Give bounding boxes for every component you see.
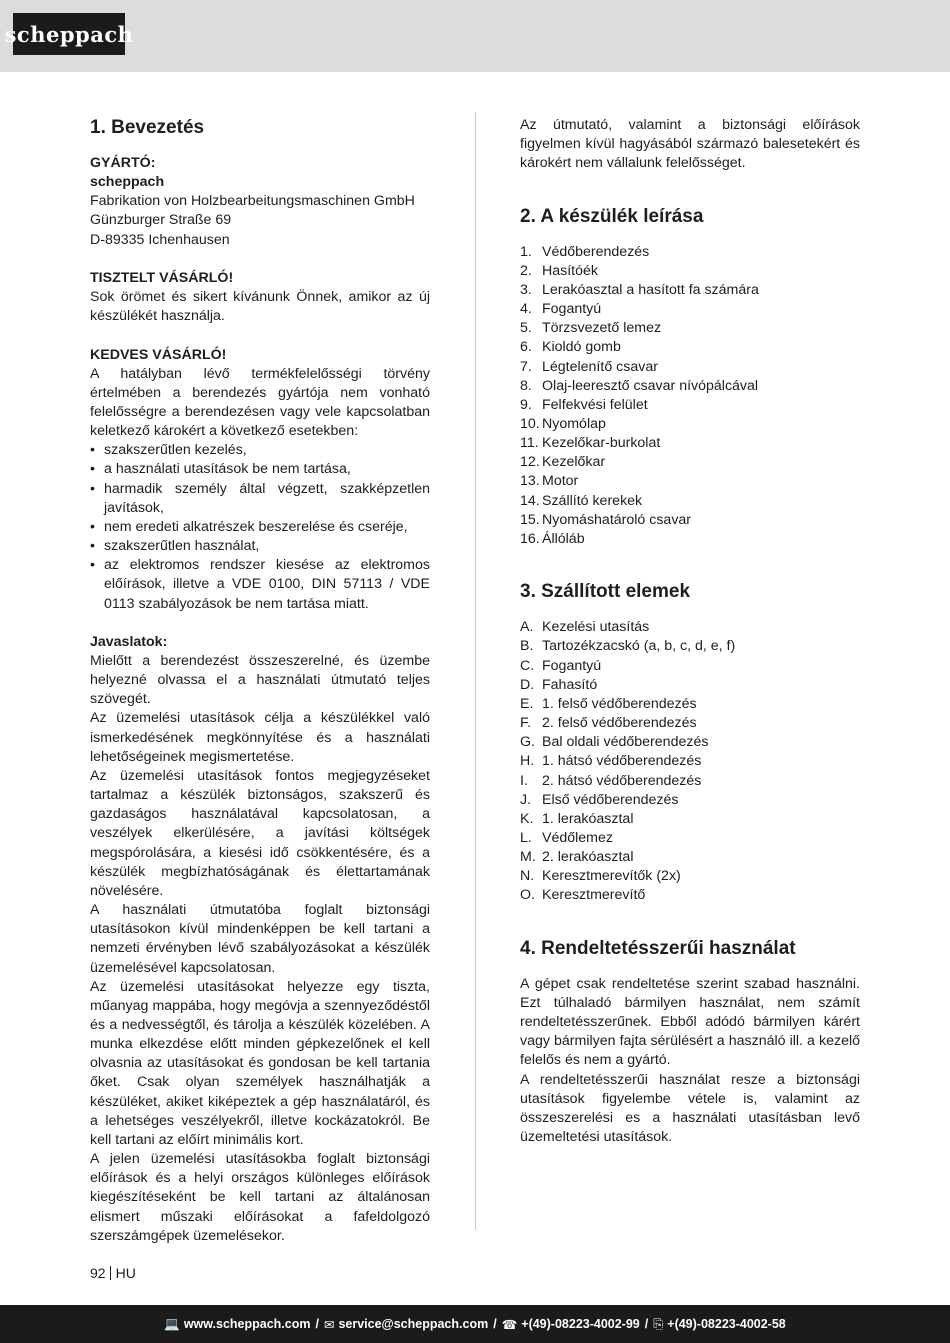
- address-line: Fabrikation von Holzbearbeitungsmaschinen GmbH: [90, 193, 415, 210]
- list-item: [520, 867, 860, 886]
- list-item-text: Keresztmerevítők (2x): [542, 868, 681, 885]
- list-item: • harmadik személy által végzett, szakképzetlen javítások,: [90, 480, 430, 518]
- list-item-text: Szállító kerekek: [542, 492, 643, 509]
- list-item: [520, 453, 860, 472]
- phone-number: +(49)-08223-4002-99: [521, 1317, 640, 1331]
- customer-text: Sok örömet és sikert kívánunk Önnek, amikor az új készülékét használja.: [90, 289, 430, 325]
- list-item-number: 14.: [520, 492, 540, 509]
- list-item: [520, 637, 860, 656]
- list-item-number: I.: [520, 772, 528, 789]
- fax-number: +(49)-08223-4002-58: [667, 1317, 786, 1331]
- list-item-text: Állóláb: [542, 530, 585, 547]
- list-item-text: 1. hátsó védőberendezés: [542, 753, 702, 770]
- list-item: [520, 886, 860, 905]
- list-item-text: Kezelőkar-burkolat: [542, 435, 661, 452]
- device-parts-list: [520, 243, 860, 550]
- list-item-number: 6.: [520, 339, 532, 356]
- list-item-number: 15.: [520, 511, 540, 528]
- email-link[interactable]: service@scheppach.com: [338, 1317, 489, 1331]
- address-line: Günzburger Straße 69: [90, 212, 232, 229]
- manufacturer-name: scheppach: [90, 174, 165, 191]
- right-column: [520, 116, 860, 1147]
- section-heading-device-description: 2. A készülék leírása: [520, 205, 704, 227]
- list-item-text: Kioldó gomb: [542, 339, 621, 356]
- list-item: [520, 618, 860, 637]
- list-item: [520, 300, 860, 319]
- section-heading-intended-use: 4. Rendeltetésszerűi használat: [520, 937, 796, 959]
- list-item: [520, 338, 860, 357]
- list-item: [520, 695, 860, 714]
- list-item: [520, 657, 860, 676]
- list-item-number: E.: [520, 695, 534, 712]
- phone-icon: ☎: [501, 1317, 518, 1332]
- list-item-text: 1. lerakóasztal: [542, 810, 634, 827]
- list-item-number: L.: [520, 829, 532, 846]
- list-item-number: 2.: [520, 262, 532, 279]
- list-item-text: Lerakóasztal a hasított fa számára: [542, 281, 759, 298]
- recommendation-paragraph: Az üzemelési utasítások fontos megjegyzéseket tartalmaz a készülék biztonságos, szakszerű és gazdaságos használatával kapcsolatosan, a veszélyek elkerülésére, a javítási költségek megspórolására, a kiesési idő csökkentésére, és a készülék megbízhatóságának és élettartamának növelésére.: [90, 767, 430, 899]
- list-item: [520, 415, 860, 434]
- list-item-number: B.: [520, 638, 534, 655]
- separator: /: [493, 1317, 497, 1331]
- list-item-text: Olaj-leeresztő csavar nívópálcával: [542, 377, 759, 394]
- list-item-number: O.: [520, 887, 535, 904]
- separator: /: [315, 1317, 319, 1331]
- list-item-text: Kezelőkar: [542, 454, 606, 471]
- list-item-text: Törzsvezető lemez: [542, 320, 662, 337]
- list-item: [520, 434, 860, 453]
- list-item: • szakszerűtlen használat,: [90, 537, 430, 556]
- list-item: [520, 714, 860, 733]
- list-item: • szakszerűtlen kezelés,: [90, 441, 430, 460]
- list-item: [520, 377, 860, 396]
- list-item: [520, 243, 860, 262]
- page-number-value: 92: [90, 1265, 106, 1281]
- list-item: [520, 848, 860, 867]
- list-item-text: Hasítóék: [542, 262, 598, 279]
- list-item-text: Védőlemez: [542, 829, 613, 846]
- list-item-text: Fogantyú: [542, 301, 602, 318]
- list-item-text: Első védőberendezés: [542, 791, 679, 808]
- list-item-number: 13.: [520, 473, 540, 490]
- supplied-items-list: [520, 618, 860, 905]
- list-item-text: Nyomólap: [542, 416, 606, 433]
- list-item-number: 4.: [520, 301, 532, 318]
- list-item-text: Bal oldali védőberendezés: [542, 734, 709, 751]
- manufacturer-label: GYÁRTÓ:: [90, 155, 156, 171]
- list-item-number: C.: [520, 657, 535, 674]
- list-item-number: 1.: [520, 243, 532, 260]
- section-heading-supplied-items: 3. Szállított elemek: [520, 581, 691, 603]
- list-item-text: Felfekvési felület: [542, 396, 648, 413]
- list-item-text: Fahasító: [542, 676, 598, 693]
- list-item-number: 3.: [520, 281, 532, 298]
- list-item: [520, 358, 860, 377]
- list-item-text: Keresztmerevítő: [542, 887, 646, 904]
- list-item-number: A.: [520, 619, 534, 636]
- address-line: D-89335 Ichenhausen: [90, 231, 230, 248]
- recommendations-label: Javaslatok:: [90, 633, 168, 650]
- list-item-text: Kezelési utasítás: [542, 619, 650, 636]
- list-item-text: 2. hátsó védőberendezés: [542, 772, 702, 789]
- recommendation-paragraph: A jelen üzemelési utasításokba foglalt biztonsági előírások és a helyi országos különleges előírások kiegészítéseként be kell tartani az általánosan elismert műszaki előírásokat a fafeldolgozó szerszámgépek üzemelésekor.: [90, 1151, 430, 1244]
- page-separator: [110, 1266, 111, 1280]
- list-item-text: Fogantyú: [542, 657, 602, 674]
- list-item: [520, 319, 860, 338]
- list-item: [520, 492, 860, 511]
- page-number: [90, 1264, 136, 1283]
- list-item: [520, 530, 860, 549]
- liability-bullet-list: [90, 441, 430, 613]
- list-item-number: H.: [520, 753, 535, 770]
- list-item-number: 5.: [520, 320, 532, 337]
- customer-label: TISZTELT VÁSÁRLÓ!: [90, 269, 234, 286]
- section-heading-introduction: 1. Bevezetés: [90, 117, 205, 138]
- list-item: • a használati utasítások be nem tartása,: [90, 460, 430, 479]
- list-item: • az elektromos rendszer kiesése az elektromos előírások, illetve a VDE 0100, DIN 57113 / VDE 0113 szabályozások be nem tartása miatt.: [90, 556, 430, 613]
- fax-icon: ⎘: [653, 1316, 664, 1331]
- separator: /: [644, 1317, 649, 1331]
- language-code: HU: [115, 1265, 136, 1281]
- list-item-text: Védőberendezés: [542, 243, 650, 260]
- list-item-number: D.: [520, 676, 535, 693]
- list-item-number: N.: [520, 868, 535, 885]
- list-item: [520, 791, 860, 810]
- list-item-text: Légtelenítő csavar: [542, 358, 658, 375]
- intended-use-paragraph: A gépet csak rendeltetése szerint szabad használni. Ezt túlhaladó bármilyen használat, nem számít rendeltetésszerűnek. Ebből adódó bármilyen kárért vagy bármilyen fajta sérülésért a használó ill. a kezelő felelős és nem a gyártó.: [520, 975, 860, 1069]
- list-item-number: 16.: [520, 530, 540, 547]
- recommendation-paragraph: Az üzemelési utasításokat helyezze egy tiszta, műanyag mappába, hogy megóvja a szennyeződéstől és a nedvességtől, és tárolja a készülék közelében. A munka elkezdése előtt minden gépkezelőnek el kell olvasnia az utasításokat és gondosan be kell tartania őket. Csak olyan személyek használhatják a készüléket, akiket kiképeztek a gép használatáról, és a lehetséges veszélyekről, illetve kockázatokról. Be kell tartani az előírt minimális kort.: [90, 978, 430, 1148]
- list-item: [520, 752, 860, 771]
- list-item-number: M.: [520, 849, 536, 866]
- recommendation-paragraph: Mielőtt a berendezést összeszerelné, és üzembe helyezné olvassa el a használati útmutató teljes szövegét.: [90, 653, 430, 708]
- list-item: [520, 396, 860, 415]
- list-item: [520, 829, 860, 848]
- list-item: [520, 772, 860, 791]
- list-item-text: Motor: [542, 473, 579, 490]
- list-item: [520, 733, 860, 752]
- list-item-number: 10.: [520, 416, 540, 433]
- recommendation-paragraph: A használati útmutatóba foglalt biztonsági utasításokon kívül mindenképpen be kell tartani a nemzeti érvényben lévő szabályozásokat a készülék üzemelésével kapcsolatosan.: [90, 902, 430, 976]
- list-item: • nem eredeti alkatrészek beszerelése és cseréje,: [90, 518, 430, 537]
- mail-icon: ✉: [323, 1317, 335, 1332]
- website-link[interactable]: www.scheppach.com: [183, 1317, 311, 1331]
- list-item: [520, 810, 860, 829]
- list-item-text: Tartozékzacskó (a, b, c, d, e, f): [542, 638, 736, 655]
- list-item-number: 8.: [520, 377, 532, 394]
- left-column: [90, 116, 430, 1246]
- disclaimer-text: Az útmutató, valamint a biztonsági előírások figyelmen kívül hagyásából származó balesetekért és károkért nem vállalunk felelősséget.: [520, 117, 860, 172]
- list-item: [520, 262, 860, 281]
- computer-icon: 💻: [164, 1316, 180, 1331]
- column-divider: [475, 112, 476, 1230]
- list-item-number: 12.: [520, 454, 540, 471]
- list-item: [520, 676, 860, 695]
- list-item-number: J.: [520, 791, 532, 808]
- list-item-number: G.: [520, 734, 535, 751]
- liability-text: A hatályban lévő termékfelelősségi törvény értelmében a berendezés gyártója nem vonható felelősségre a berendezésen vagy vele kapcsolatban keletkező károkért a következő esetekben:: [90, 365, 430, 440]
- list-item-number: 9.: [520, 396, 532, 413]
- list-item-text: 2. lerakóasztal: [542, 849, 634, 866]
- scheppach-logo: scheppach: [13, 13, 125, 55]
- list-item: [520, 511, 860, 530]
- list-item-number: 11.: [520, 435, 539, 452]
- list-item-number: K.: [520, 810, 534, 827]
- contact-footer-bar: [0, 1305, 950, 1343]
- list-item-text: 1. felső védőberendezés: [542, 695, 697, 712]
- list-item-number: 7.: [520, 358, 532, 375]
- intended-use-paragraph: A rendeltetésszerűi használat resze a biztonsági utasítások figyelembe vétele is, valamint az összeszerelési es a használati utasításban levő üzemeltetési utasítások.: [520, 1071, 860, 1145]
- list-item-text: 2. felső védőberendezés: [542, 715, 697, 732]
- dear-customer-label: KEDVES VÁSÁRLÓ!: [90, 346, 227, 363]
- list-item: [520, 281, 860, 300]
- list-item-number: F.: [520, 715, 532, 732]
- recommendation-paragraph: Az üzemelési utasítások célja a készülékkel való ismerkedésének megkönnyítése és a használati lehetőségeinek megismertetése.: [90, 710, 430, 765]
- header-bar: [0, 0, 950, 72]
- list-item: [520, 472, 860, 491]
- list-item-text: Nyomáshatároló csavar: [542, 511, 692, 528]
